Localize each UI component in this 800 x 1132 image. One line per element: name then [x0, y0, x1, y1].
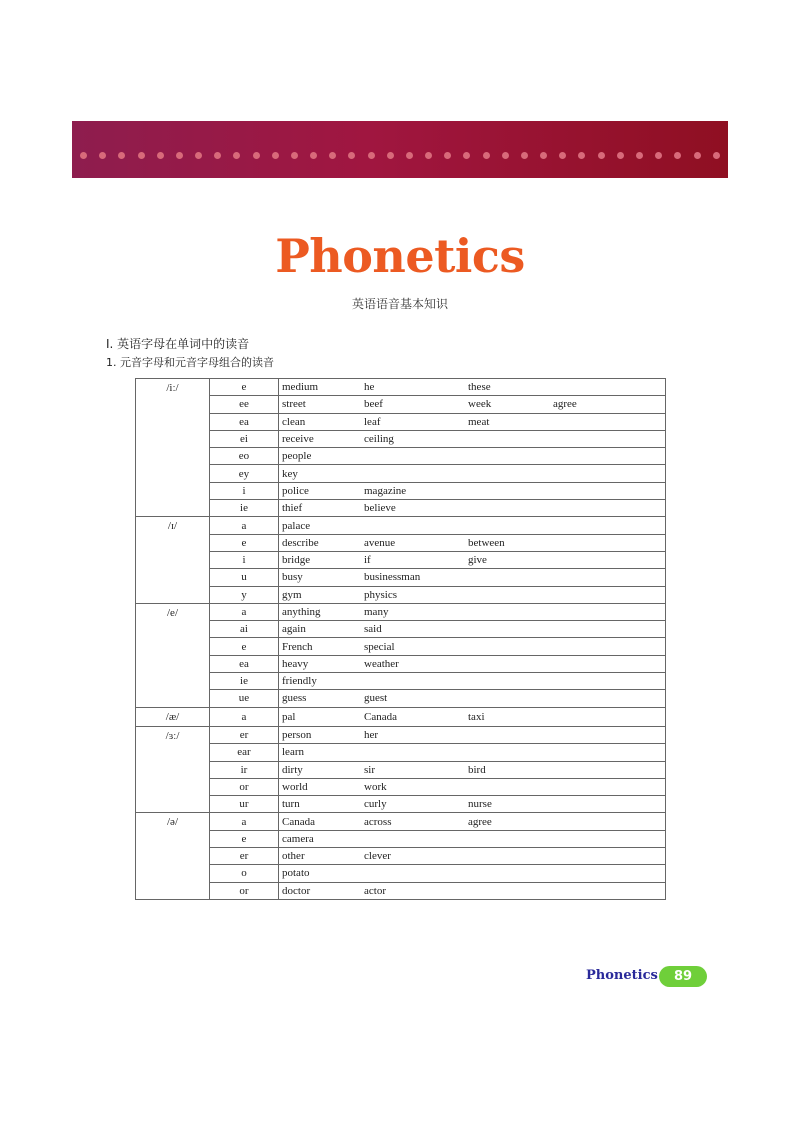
banner-dot — [253, 152, 260, 159]
example-word: many — [361, 603, 465, 620]
spelling-cell: e — [210, 830, 279, 847]
example-word — [550, 586, 666, 603]
example-word: dirty — [279, 761, 362, 778]
example-word: guest — [361, 690, 465, 707]
example-word — [550, 534, 666, 551]
banner-dot — [99, 152, 106, 159]
example-word — [465, 621, 550, 638]
example-word: doctor — [279, 882, 362, 899]
table-row — [136, 707, 666, 726]
example-word: key — [279, 465, 362, 482]
table-row — [136, 638, 666, 655]
example-word: Canada — [361, 707, 465, 726]
example-word: bird — [465, 761, 550, 778]
example-word — [550, 707, 666, 726]
example-word: turn — [279, 796, 362, 813]
footer-section-label: Phonetics — [586, 968, 658, 983]
example-word — [465, 603, 550, 620]
example-word — [550, 848, 666, 865]
example-word: thief — [279, 500, 362, 517]
banner-dot — [578, 152, 585, 159]
banner-dot — [559, 152, 566, 159]
example-word — [550, 430, 666, 447]
table-row — [136, 690, 666, 707]
example-word — [550, 690, 666, 707]
table-row — [136, 465, 666, 482]
banner-dot — [674, 152, 681, 159]
example-word — [465, 500, 550, 517]
example-word — [465, 865, 550, 882]
example-word — [465, 638, 550, 655]
example-word — [465, 517, 550, 534]
example-word — [361, 865, 465, 882]
table-row — [136, 448, 666, 465]
spelling-cell: ear — [210, 744, 279, 761]
example-word: Canada — [279, 813, 362, 830]
example-word: work — [361, 778, 465, 795]
example-word: pal — [279, 707, 362, 726]
example-word — [550, 465, 666, 482]
example-word: busy — [279, 569, 362, 586]
example-word — [550, 726, 666, 743]
example-word: beef — [361, 396, 465, 413]
spelling-cell: e — [210, 638, 279, 655]
example-word: leaf — [361, 413, 465, 430]
table-row — [136, 848, 666, 865]
example-word: believe — [361, 500, 465, 517]
example-word — [465, 655, 550, 672]
table-row — [136, 673, 666, 690]
spelling-cell: ea — [210, 655, 279, 672]
example-word — [550, 655, 666, 672]
spelling-cell: or — [210, 882, 279, 899]
example-word — [550, 830, 666, 847]
example-word: weather — [361, 655, 465, 672]
table-row — [136, 413, 666, 430]
example-word — [550, 551, 666, 568]
spelling-cell: ee — [210, 396, 279, 413]
example-word: clever — [361, 848, 465, 865]
banner-dot — [463, 152, 470, 159]
table-row — [136, 830, 666, 847]
phonetic-symbol: /e/ — [136, 603, 210, 707]
table-row — [136, 534, 666, 551]
example-word — [550, 796, 666, 813]
spelling-cell: e — [210, 379, 279, 396]
example-word — [550, 482, 666, 499]
banner-dot — [636, 152, 643, 159]
example-word — [361, 830, 465, 847]
example-word: agree — [550, 396, 666, 413]
table-row — [136, 603, 666, 620]
example-word: businessman — [361, 569, 465, 586]
example-word: actor — [361, 882, 465, 899]
example-word — [550, 882, 666, 899]
example-word: give — [465, 551, 550, 568]
example-word — [550, 517, 666, 534]
phonetic-symbol: /ɜː/ — [136, 726, 210, 812]
example-word: taxi — [465, 707, 550, 726]
table-row — [136, 482, 666, 499]
example-word — [465, 778, 550, 795]
example-word — [465, 673, 550, 690]
table-row — [136, 796, 666, 813]
table-row — [136, 655, 666, 672]
spelling-cell: ir — [210, 761, 279, 778]
example-word: agree — [465, 813, 550, 830]
page-title: Phonetics — [275, 229, 525, 283]
table-row — [136, 744, 666, 761]
banner-dot — [694, 152, 701, 159]
example-word: between — [465, 534, 550, 551]
banner-dot — [195, 152, 202, 159]
banner-dot — [483, 152, 490, 159]
banner-dot — [387, 152, 394, 159]
example-word: avenue — [361, 534, 465, 551]
example-word — [550, 778, 666, 795]
table-row — [136, 517, 666, 534]
example-word: gym — [279, 586, 362, 603]
table-row — [136, 551, 666, 568]
example-word: camera — [279, 830, 362, 847]
spelling-cell: e — [210, 534, 279, 551]
example-word — [550, 413, 666, 430]
banner-dot — [502, 152, 509, 159]
example-word: other — [279, 848, 362, 865]
example-word: receive — [279, 430, 362, 447]
example-word — [465, 830, 550, 847]
example-word — [465, 690, 550, 707]
example-word: friendly — [279, 673, 362, 690]
spelling-cell: u — [210, 569, 279, 586]
example-word — [465, 744, 550, 761]
table-row — [136, 379, 666, 396]
spelling-cell: a — [210, 603, 279, 620]
banner-dot — [540, 152, 547, 159]
example-word — [465, 430, 550, 447]
spelling-cell: a — [210, 517, 279, 534]
spelling-cell: a — [210, 813, 279, 830]
example-word: person — [279, 726, 362, 743]
example-word: week — [465, 396, 550, 413]
section-heading: I. 英语字母在单词中的读音 — [106, 337, 250, 351]
example-word — [550, 621, 666, 638]
example-word: physics — [361, 586, 465, 603]
example-word: world — [279, 778, 362, 795]
example-word: potato — [279, 865, 362, 882]
example-word — [550, 603, 666, 620]
banner-dot — [118, 152, 125, 159]
example-word — [550, 761, 666, 778]
spelling-cell: ei — [210, 430, 279, 447]
table-row — [136, 430, 666, 447]
banner-dot — [617, 152, 624, 159]
banner-dot — [138, 152, 145, 159]
table-row — [136, 865, 666, 882]
table-row — [136, 761, 666, 778]
phonetic-symbol: /ɪ/ — [136, 517, 210, 603]
table-row — [136, 500, 666, 517]
example-word — [550, 569, 666, 586]
example-word: meat — [465, 413, 550, 430]
example-word: people — [279, 448, 362, 465]
example-word: heavy — [279, 655, 362, 672]
table-row — [136, 882, 666, 899]
spelling-cell: er — [210, 726, 279, 743]
banner-dot — [329, 152, 336, 159]
spelling-cell: ey — [210, 465, 279, 482]
example-word: police — [279, 482, 362, 499]
example-word — [465, 848, 550, 865]
header-banner — [72, 121, 728, 178]
example-word — [550, 813, 666, 830]
example-word — [465, 569, 550, 586]
example-word: palace — [279, 517, 362, 534]
table-row — [136, 621, 666, 638]
example-word: bridge — [279, 551, 362, 568]
banner-dot — [444, 152, 451, 159]
example-word: magazine — [361, 482, 465, 499]
example-word: ceiling — [361, 430, 465, 447]
example-word: street — [279, 396, 362, 413]
example-word: curly — [361, 796, 465, 813]
example-word — [550, 638, 666, 655]
example-word: sir — [361, 761, 465, 778]
banner-dot — [157, 152, 164, 159]
spelling-cell: ie — [210, 673, 279, 690]
spelling-cell: i — [210, 482, 279, 499]
banner-dot — [368, 152, 375, 159]
example-word: nurse — [465, 796, 550, 813]
banner-dot — [176, 152, 183, 159]
spelling-cell: er — [210, 848, 279, 865]
example-word — [361, 448, 465, 465]
example-word: clean — [279, 413, 362, 430]
phonetic-symbol: /æ/ — [136, 707, 210, 726]
example-word: special — [361, 638, 465, 655]
example-word: French — [279, 638, 362, 655]
banner-dot — [310, 152, 317, 159]
example-word — [465, 726, 550, 743]
example-word — [361, 673, 465, 690]
page-subtitle: 英语语音基本知识 — [351, 297, 448, 311]
spelling-cell: ie — [210, 500, 279, 517]
example-word — [550, 448, 666, 465]
table-row — [136, 778, 666, 795]
banner-dot — [214, 152, 221, 159]
example-word — [465, 882, 550, 899]
example-word — [550, 744, 666, 761]
spelling-cell: y — [210, 586, 279, 603]
subsection-heading: 1. 元音字母和元音字母组合的读音 — [106, 356, 274, 369]
banner-dot — [406, 152, 413, 159]
example-word: anything — [279, 603, 362, 620]
example-word: her — [361, 726, 465, 743]
example-word: these — [465, 379, 550, 396]
example-word — [465, 586, 550, 603]
example-word — [465, 482, 550, 499]
example-word: across — [361, 813, 465, 830]
banner-dot — [655, 152, 662, 159]
example-word: learn — [279, 744, 362, 761]
banner-dots — [80, 151, 720, 159]
banner-dot — [713, 152, 720, 159]
example-word — [550, 379, 666, 396]
banner-dot — [291, 152, 298, 159]
table-row — [136, 586, 666, 603]
spelling-cell: ai — [210, 621, 279, 638]
example-word: said — [361, 621, 465, 638]
page-number-badge: 89 — [659, 966, 707, 987]
banner-dot — [598, 152, 605, 159]
banner-dot — [348, 152, 355, 159]
spelling-cell: a — [210, 707, 279, 726]
example-word — [550, 500, 666, 517]
example-word — [361, 517, 465, 534]
example-word: he — [361, 379, 465, 396]
example-word — [550, 865, 666, 882]
banner-dot — [425, 152, 432, 159]
table-row — [136, 813, 666, 830]
phonetic-symbol: /ə/ — [136, 813, 210, 899]
example-word: if — [361, 551, 465, 568]
spelling-cell: ue — [210, 690, 279, 707]
banner-dot — [233, 152, 240, 159]
table-row — [136, 396, 666, 413]
example-word — [465, 448, 550, 465]
spelling-cell: o — [210, 865, 279, 882]
spelling-cell: i — [210, 551, 279, 568]
example-word: medium — [279, 379, 362, 396]
spelling-cell: ur — [210, 796, 279, 813]
table-row — [136, 569, 666, 586]
example-word: guess — [279, 690, 362, 707]
example-word — [361, 744, 465, 761]
banner-dot — [521, 152, 528, 159]
example-word — [465, 465, 550, 482]
spelling-cell: eo — [210, 448, 279, 465]
banner-dot — [80, 152, 87, 159]
example-word — [361, 465, 465, 482]
spelling-cell: or — [210, 778, 279, 795]
spelling-cell: ea — [210, 413, 279, 430]
banner-dot — [272, 152, 279, 159]
phonetics-table — [135, 378, 666, 900]
example-word — [550, 673, 666, 690]
phonetic-symbol: /iː/ — [136, 379, 210, 517]
example-word: describe — [279, 534, 362, 551]
table-row — [136, 726, 666, 743]
example-word: again — [279, 621, 362, 638]
